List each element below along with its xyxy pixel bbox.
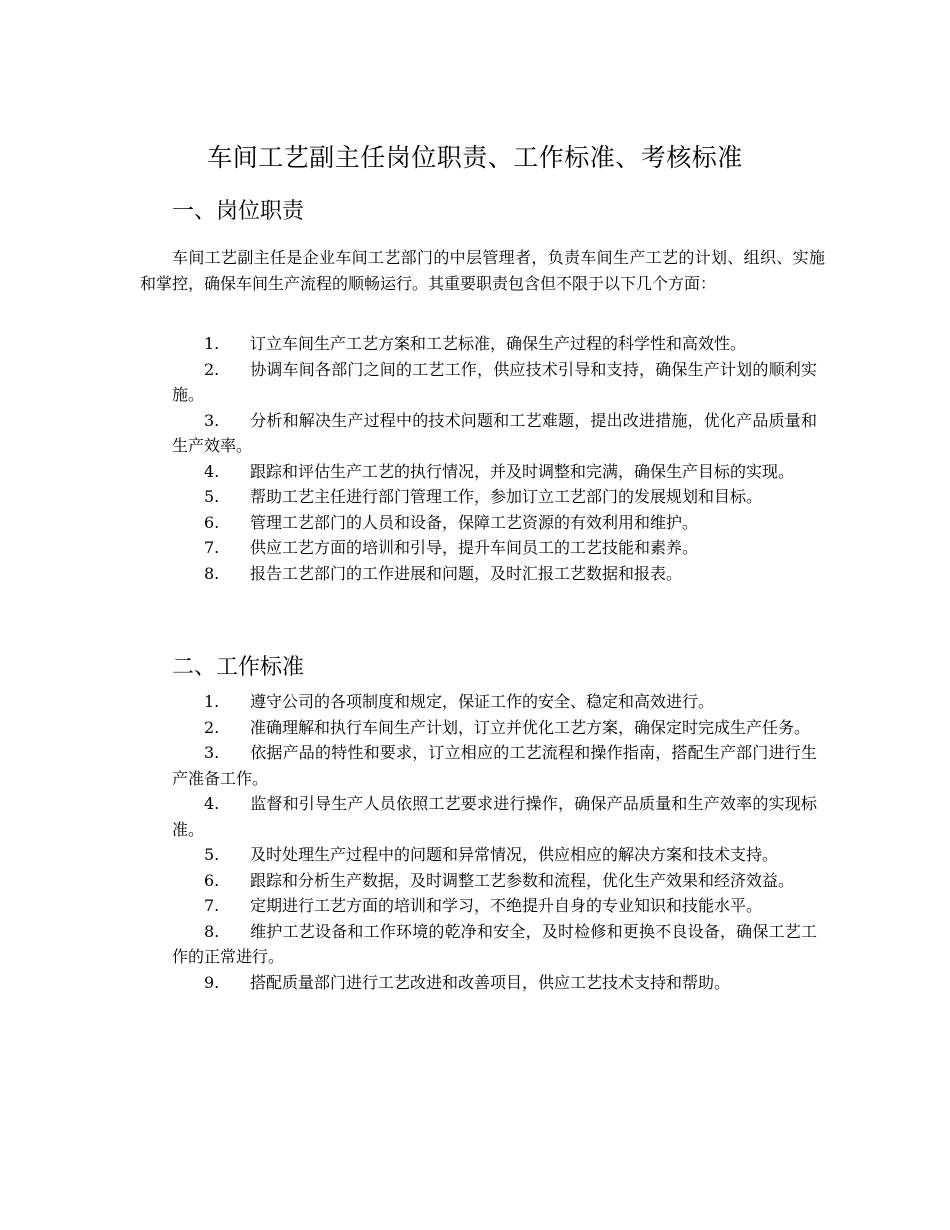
item-number: 2. (204, 717, 220, 737)
list-item (172, 408, 817, 459)
list-item (172, 868, 817, 894)
item-number: 4. (204, 461, 220, 481)
item-number: 8. (204, 563, 220, 583)
list-item (172, 459, 817, 485)
item-number: 6. (204, 512, 220, 532)
list-item (172, 689, 817, 715)
item-text: 及时处理生产过程中的问题和异常情况，供应相应的解决方案和技术支持。 (250, 845, 779, 864)
document-title: 车间工艺副主任岗位职责、工作标准、考核标准 (207, 143, 743, 172)
item-number: 9. (204, 972, 220, 992)
item-number: 2. (204, 359, 220, 379)
item-text: 准确理解和执行车间生产计划，订立并优化工艺方案，确保定时完成生产任务。 (250, 717, 811, 737)
item-text: 协调车间各部门之间的工艺工作，供应技术引导和支持，确保生产计划的顺利实施。 (172, 359, 817, 404)
section-heading-duties: 一、岗位职责 (172, 199, 305, 224)
item-number: 5. (204, 487, 220, 506)
item-text: 搭配质量部门进行工艺改进和改善项目，供应工艺技术支持和帮助。 (250, 972, 731, 992)
item-text: 帮助工艺主任进行部门管理工作，参加订立工艺部门的发展规划和目标。 (250, 487, 763, 506)
item-text: 定期进行工艺方面的培训和学习，不绝提升自身的专业知识和技能水平。 (250, 896, 763, 915)
item-text: 分析和解决生产过程中的技术问题和工艺难题，提出改进措施，优化产品质量和生产效率。 (172, 410, 817, 455)
item-text: 跟踪和评估生产工艺的执行情况，并及时调整和完满，确保生产目标的实现。 (250, 461, 795, 481)
item-text: 供应工艺方面的培训和引导，提升车间员工的工艺技能和素养。 (250, 538, 699, 557)
item-text: 监督和引导生产人员依照工艺要求进行操作，确保产品质量和生产效率的实现标准。 (172, 794, 817, 839)
list-item (172, 740, 817, 791)
item-text: 维护工艺设备和工作环境的乾净和安全，及时检修和更换不良设备，确保工艺工作的正常进行。 (172, 921, 817, 966)
item-number: 3. (204, 743, 220, 762)
list-item (172, 357, 817, 408)
list-item (172, 561, 817, 587)
list-item (172, 791, 817, 842)
list-item (172, 715, 817, 741)
item-number: 1. (204, 334, 220, 353)
list-item (172, 331, 817, 357)
item-text: 遵守公司的各项制度和规定，保证工作的安全、稳定和高效进行。 (250, 692, 715, 711)
item-number: 4. (204, 794, 220, 813)
duties-list (172, 331, 817, 586)
list-item (172, 484, 817, 510)
item-number: 5. (204, 845, 220, 864)
duties-intro-paragraph: 车间工艺副主任是企业车间工艺部门的中层管理者，负责车间生产工艺的计划、组织、实施和掌控，确保车间生产流程的顺畅运行。其重要职责包含但不限于以下几个方面： (140, 248, 825, 293)
list-item (172, 970, 817, 996)
list-item (172, 535, 817, 561)
item-text: 报告工艺部门的工作进展和问题，及时汇报工艺数据和报表。 (250, 563, 683, 583)
item-text: 管理工艺部门的人员和设备，保障工艺资源的有效利用和维护。 (250, 512, 699, 532)
item-number: 1. (204, 692, 220, 711)
item-number: 3. (204, 410, 220, 430)
item-text: 订立车间生产工艺方案和工艺标准，确保生产过程的科学性和高效性。 (250, 334, 747, 353)
section-heading-work-standards: 二、工作标准 (172, 655, 305, 680)
list-item (172, 510, 817, 536)
item-number: 8. (204, 921, 220, 941)
work-standards-list (172, 689, 817, 995)
list-item (172, 919, 817, 970)
item-text: 跟踪和分析生产数据，及时调整工艺参数和流程，优化生产效果和经济效益。 (250, 870, 795, 890)
list-item (172, 842, 817, 868)
item-number: 6. (204, 870, 220, 890)
list-item (172, 893, 817, 919)
item-number: 7. (204, 538, 220, 557)
item-number: 7. (204, 896, 220, 915)
item-text: 依据产品的特性和要求，订立相应的工艺流程和操作指南，搭配生产部门进行生产准备工作。 (172, 743, 817, 788)
